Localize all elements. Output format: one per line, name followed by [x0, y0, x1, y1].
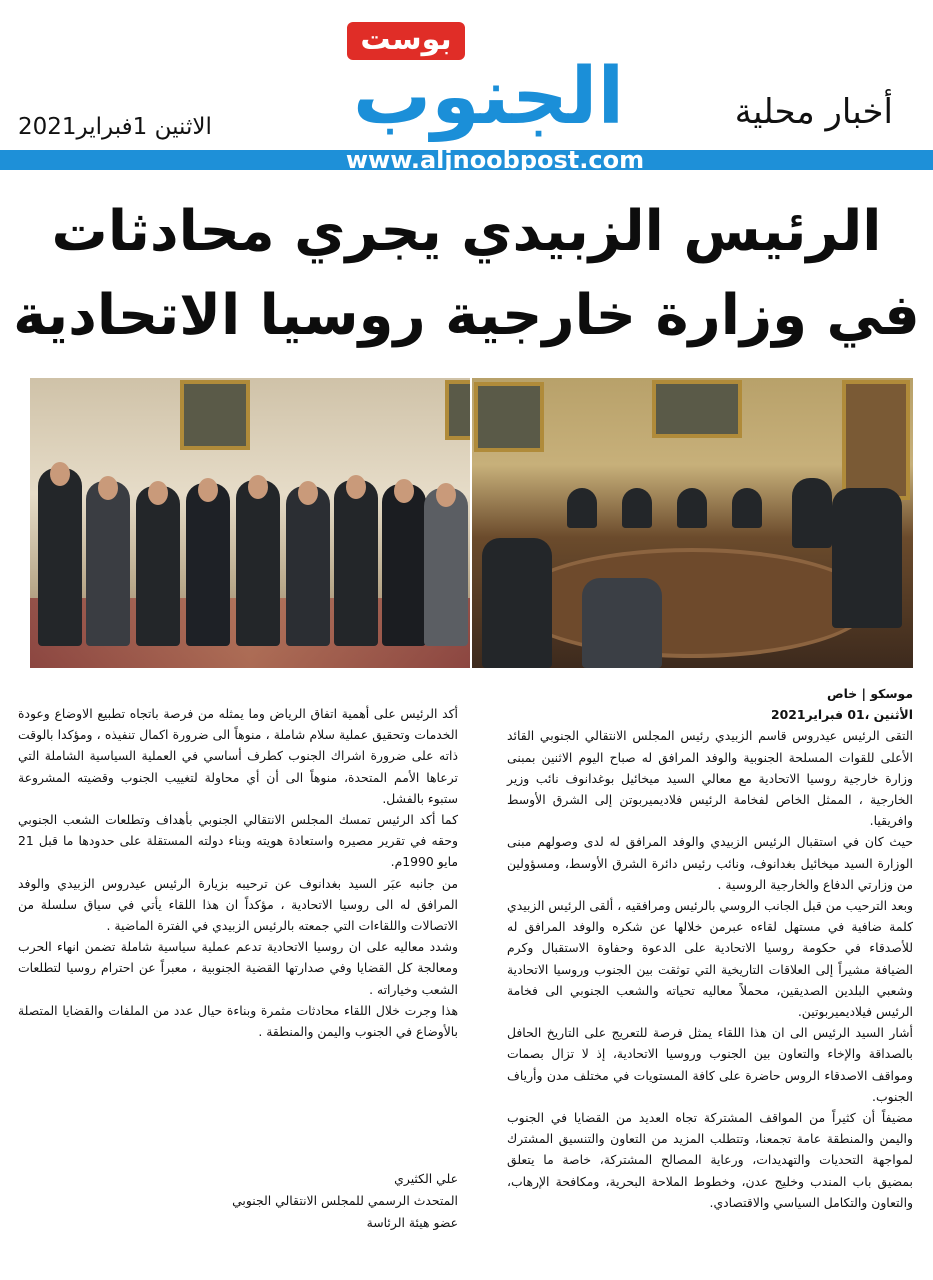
wall-painting	[180, 380, 250, 450]
person	[424, 488, 468, 646]
person	[677, 488, 707, 528]
meeting-photo	[472, 378, 913, 668]
signature-name: علي الكثيري	[394, 1171, 458, 1186]
person-head	[298, 481, 318, 505]
headline-line-1: الرئيس الزبيدي يجري محادثات	[51, 199, 882, 264]
person-head	[248, 475, 268, 499]
wall-painting	[445, 380, 470, 440]
signature-title: عضو هيئة الرئاسة	[366, 1215, 458, 1230]
article-column-right	[507, 683, 913, 1213]
wooden-door	[842, 380, 910, 500]
issue-date: الاثنين 1فبراير2021	[18, 114, 212, 140]
person-head	[394, 479, 414, 503]
person	[482, 538, 552, 668]
section-label: أخبار محلية	[734, 92, 893, 132]
person-head	[346, 475, 366, 499]
article-column-left	[18, 703, 458, 1042]
group-photo	[30, 378, 470, 668]
logo-post-badge: بوست	[347, 22, 465, 60]
paragraph: حيث كان في استقبال الرئيس الزبيدي والوفد المرافق له لدى وصولهم مبنى الوزارة السيد ميخائيل بغدانوف، ونائب رئيس دائرة الشرق الأوسط، ومسؤولين من وزارتي الدفاع والخارجية الروسية .	[507, 834, 913, 892]
headline	[10, 190, 923, 358]
paragraph: مضيفاً أن كثيراً من المواقف المشتركة تجاه العديد من القضايا في الجنوب واليمن والمنطقة عامة تجمعنا، وتتطلب المزيد من التعاون والتنسيق المشترك لمواجهة التحديات والتهديدات، ورعاية المصالح المشتركة، خاصة ما يتعلق بمضيق باب المندب وخليج عدن، وخطوط الملاحة البحرية، ومكافحة الإرهاب، والتعاون والتكامل السياسي والاقتصادي.	[507, 1110, 913, 1210]
paragraph: أكد الرئيس على أهمية اتفاق الرياض وما يمثله من فرصة باتجاه تطبيع الاوضاع وعودة الخدمات وتحقيق عملية سلام شاملة ، منوهاً الى ضرورة اكمال تنفيذه ، ومؤكدا بالوقت ذاته على ضرورة اشراك الجنوب كطرف أساسي في العملية السياسية الشاملة التي ترعاها الأمم المتحدة، منوهاً الى أن أي محاولة لتغييب الجنوب وقضيته المشروعة ستبوء بالفشل.	[18, 706, 458, 806]
person	[236, 480, 280, 646]
signature-role: المتحدث الرسمي للمجلس الانتقالي الجنوبي	[232, 1193, 458, 1208]
person	[622, 488, 652, 528]
paragraph: وشدد معاليه على ان روسيا الاتحادية تدعم عملية سياسية شاملة تضمن انهاء الحرب ومعالجة كل القضايا وفي صدارتها القضية الجنوبية ، معبراً عن احترام روسيا لتطلعات الشعب وخياراته .	[18, 939, 458, 997]
person	[792, 478, 832, 548]
person	[86, 481, 130, 646]
person	[567, 488, 597, 528]
person-head	[198, 478, 218, 502]
website-url: www.aljnoobpost.com	[345, 146, 645, 174]
paragraph: أشار السيد الرئيس الى ان هذا اللقاء يمثل فرصة للتعريج على التاريخ الحافل بالصداقة والإخاء والتعاون بين الجنوب وروسيا الاتحادية، إذ لا تزال بصمات ومواقف الاصدقاء الروس حاضرة على كافة المستويات في مختلف مدن وأرياف الجنوب.	[507, 1025, 913, 1104]
person-head	[436, 483, 456, 507]
logo-wordmark: الجنوب	[352, 52, 625, 142]
headline-line-2: في وزارة خارجية روسيا الاتحادية	[13, 283, 920, 348]
masthead	[0, 0, 933, 190]
paragraph: التقى الرئيس عيدروس قاسم الزبيدي رئيس المجلس الانتقالي الجنوبي القائد الأعلى للقوات المسلحة الجنوبية والوفد المرافق له صباح اليوم الاثنين بمبنى وزارة خارجية روسيا الاتحادية مع معالي السيد ميخائيل بوغدانوف نائب وزير الخارجية ، الممثل الخاص لفخامة الرئيس فلاديميربوتن إلى الشرق الأوسط وافريقيا.	[507, 728, 913, 829]
person	[38, 468, 82, 646]
person	[286, 486, 330, 646]
paragraph: هذا وجرت خلال اللقاء محادثات مثمرة وبناءة حيال عدد من الملفات والقضايا المتصلة بالأوضاع في الجنوب واليمن والمنطقة .	[18, 1002, 458, 1040]
person	[186, 483, 230, 646]
person-head	[98, 476, 118, 500]
wall-painting	[652, 380, 742, 438]
signature-block	[18, 1168, 458, 1234]
person-head	[50, 462, 70, 486]
paragraph: كما أكد الرئيس تمسك المجلس الانتقالي الجنوبي بأهداف وتطلعات الشعب الجنوبي وحقه في تقرير مصيره واستعادة هويته وبناء دولته المستقلة على حدودها ما قبل 21 مايو 1990م.	[18, 812, 458, 870]
dateline-place: موسكو | خاص	[826, 686, 913, 701]
person-head	[148, 481, 168, 505]
dateline-date: الأثنين ،01 فبراير2021	[771, 707, 913, 723]
paragraph: من جانبه عبَر السيد بغدانوف عن ترحيبه بزيارة الرئيس عيدروس الزبيدي والوفد المرافق له الى روسيا الاتحادية ، مؤكداً ان هذا اللقاء يأتي في سياق سلسلة من الاتصالات واللقاءات التي جمعته بالرئيس الزبيدي في الفترة الماضية .	[18, 875, 458, 934]
person	[732, 488, 762, 528]
person	[136, 486, 180, 646]
wall-painting	[474, 382, 544, 452]
paragraph: وبعد الترحيب من قبل الجانب الروسي بالرئيس ومرافقيه ، ألقى الرئيس الزبيدي كلمة ضافية في مستهل لقاءه عبرمن خلالها عن شكره والوفد المرافق له للأصدقاء في حكومة روسيا الاتحادية على الدعوة وحفاوة الاستقبال وكرم الضيافة مشيراً إلى العلاقات التاريخية التي توثقت بين الجنوب وروسيا الاتحادية وشعبي البلدين الصديقين، محملاً معاليه تحياته والشعب الجنوبي الى فخامة الرئيس فيلاديميربوتين.	[507, 898, 913, 1020]
person	[832, 488, 902, 628]
newspaper-logo	[345, 20, 630, 142]
person	[334, 480, 378, 646]
round-table	[512, 548, 872, 658]
person	[582, 578, 662, 668]
person	[382, 484, 426, 646]
